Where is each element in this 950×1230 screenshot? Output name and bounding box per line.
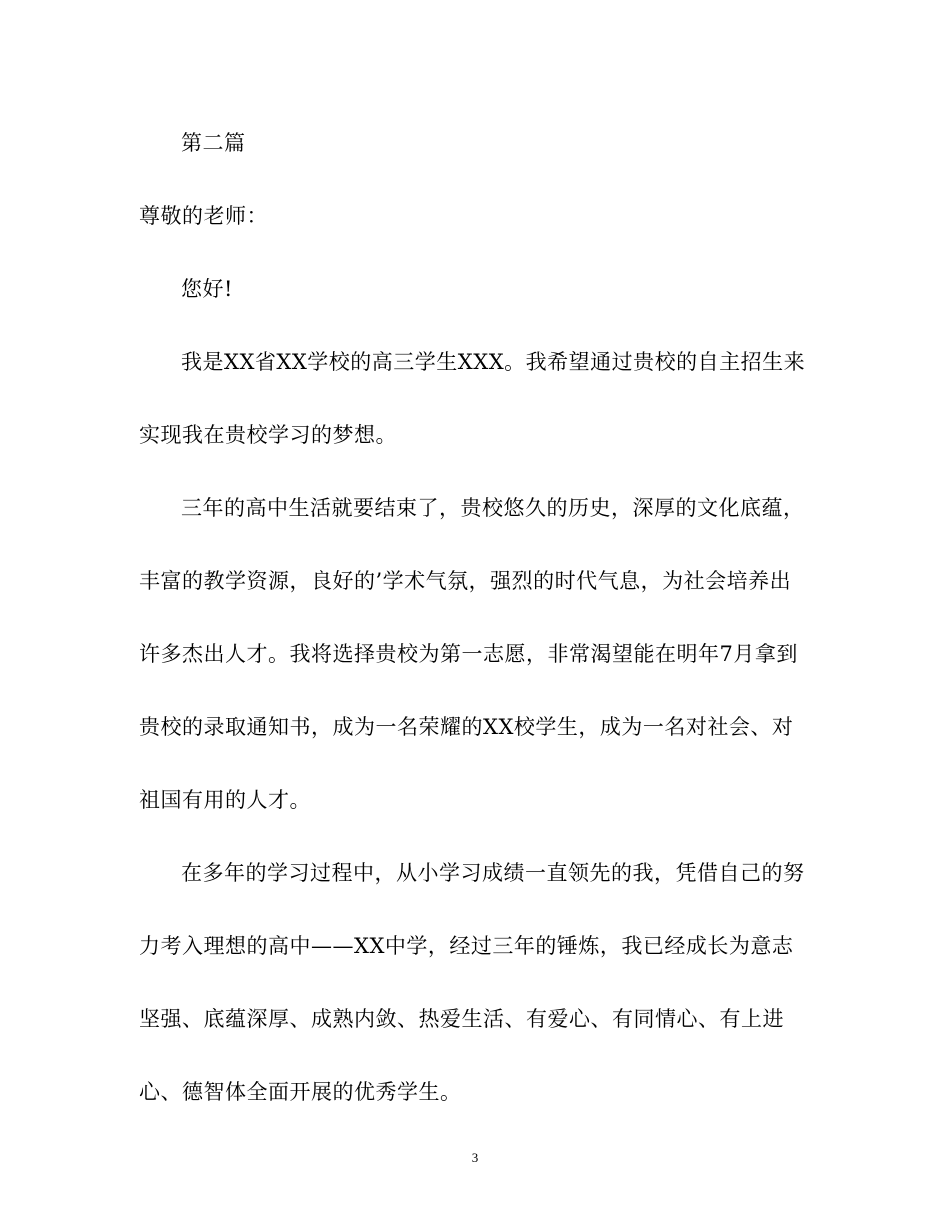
paragraph-1-line-2: 实现我在贵校学习的梦想。 bbox=[139, 423, 397, 447]
salutation: 尊敬的老师： bbox=[139, 204, 268, 228]
greeting: 您好! bbox=[181, 277, 233, 301]
paragraph-2-line-2: 丰富的教学资源，良好的’学术气氛，强烈的时代气息，为社会培养出 bbox=[139, 569, 792, 593]
paragraph-3-line-4: 心、德智体全面开展的优秀学生。 bbox=[139, 1080, 462, 1104]
paragraph-2-line-1: 三年的高中生活就要结束了，贵校悠久的历史，深厚的文化底蕴， bbox=[181, 496, 805, 520]
paragraph-2-line-3: 许多杰出人才。我将选择贵校为第一志愿，非常渴望能在明年7月拿到 bbox=[139, 642, 798, 666]
paragraph-2-line-4: 贵校的录取通知书，成为一名荣耀的XX校学生，成为一名对社会、对 bbox=[139, 715, 794, 739]
paragraph-3-line-1: 在多年的学习过程中，从小学习成绩一直领先的我，凭借自己的努 bbox=[181, 861, 805, 885]
paragraph-2-line-5: 祖国有用的人才。 bbox=[139, 788, 311, 812]
paragraph-3-line-2: 力考入理想的高中——XX中学，经过三年的锤炼，我已经成长为意志 bbox=[139, 934, 794, 958]
paragraph-3-line-3: 坚强、底蕴深厚、成熟内敛、热爱生活、有爱心、有同情心、有上进 bbox=[139, 1007, 784, 1031]
page-number: 3 bbox=[471, 1150, 479, 1165]
section-title: 第二篇 bbox=[181, 131, 246, 155]
paragraph-1-line-1: 我是XX省XX学校的高三学生XXX。我希望通过贵校的自主招生来 bbox=[181, 350, 806, 374]
